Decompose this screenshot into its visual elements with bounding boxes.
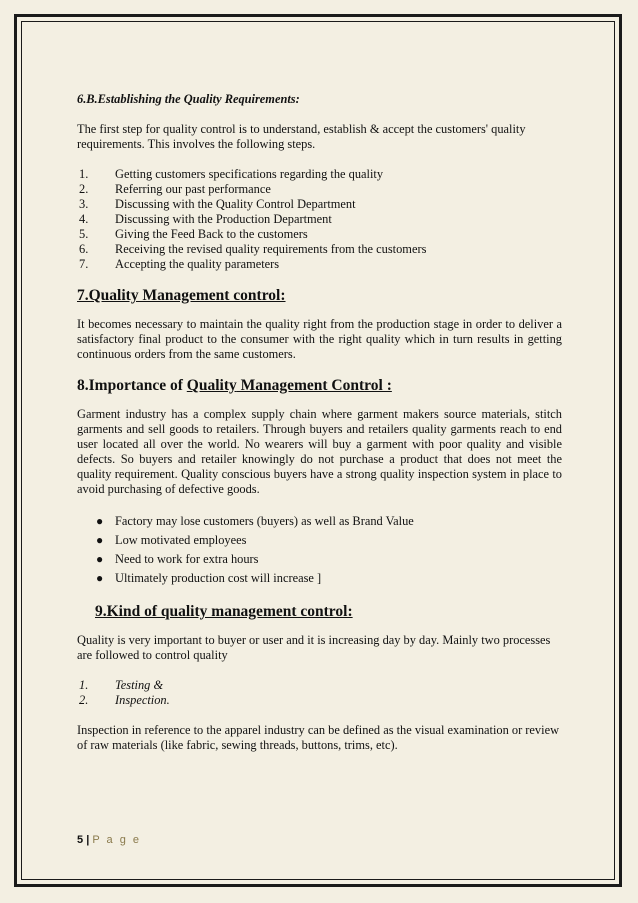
list-item: 5. Giving the Feed Back to the customers (79, 227, 308, 241)
footer-separator: | (86, 834, 90, 846)
section-9-closing: Inspection in reference to the apparel industry can be defined as the visual examination or review of raw materials (like fabric, sewing threads, buttons, trims, etc). (77, 723, 560, 752)
list-item: ● Low motivated employees (77, 531, 562, 550)
list-item: 3. Discussing with the Quality Control Department (79, 197, 356, 211)
bullet-icon: ● (96, 533, 104, 547)
quality-control-kinds-list (77, 678, 562, 708)
section-8-heading: 8.Importance of Quality Management Control : (77, 377, 392, 394)
list-item: 1. Getting customers specifications regarding the quality (79, 167, 384, 181)
list-item: 7. Accepting the quality parameters (79, 257, 280, 271)
document-content (77, 92, 562, 753)
section-8-body: Garment industry has a complex supply chain where garment makers source materials, stitch garments and sell goods to retailers. Through buyers and retailers quality garments reach to end user located all over the world. No wearers will buy a garment with poor quality and visible defects. So buyers and retailer knowingly do not purchase a product that does not meet the quality requirement. Quality conscious buyers have a strong quality inspection system in place to avoid purchasing of defective goods. (77, 407, 562, 496)
list-item: ● Need to work for extra hours (77, 550, 562, 569)
consequences-bullet-list (77, 512, 562, 588)
page-footer (77, 834, 141, 846)
list-item: 1. Testing & (79, 678, 164, 692)
section-6b-heading: 6.B.Establishing the Quality Requirements: (77, 92, 300, 106)
bullet-icon: ● (96, 552, 104, 566)
section-7-body: It becomes necessary to maintain the quality right from the production stage in order to deliver a satisfactory final product to the consumer with the right quality which in turn results in getting continuous orders from the same customers. (77, 317, 562, 361)
section-9-intro: Quality is very important to buyer or user and it is increasing day by day. Mainly two processes are followed to control quality (77, 633, 551, 662)
requirements-steps-list (77, 167, 562, 272)
list-item: ● Factory may lose customers (buyers) as well as Brand Value (77, 512, 562, 531)
list-item: 2. Referring our past performance (79, 182, 271, 196)
section-6b-intro: The first step for quality control is to understand, establish & accept the customers' quality requirements. This involves the following steps. (77, 122, 526, 151)
page-label: P a g e (92, 834, 141, 846)
list-item: 4. Discussing with the Production Department (79, 212, 332, 226)
section-9-heading: 9.Kind of quality management control: (95, 603, 353, 620)
bullet-icon: ● (96, 514, 104, 528)
list-item: ● Ultimately production cost will increase ] (77, 569, 562, 588)
list-item: 2. Inspection. (79, 693, 170, 707)
page-number: 5 (77, 834, 84, 846)
section-7-heading: 7.Quality Management control: (77, 287, 286, 304)
list-item: 6. Receiving the revised quality requirements from the customers (79, 242, 427, 256)
bullet-icon: ● (96, 571, 104, 585)
